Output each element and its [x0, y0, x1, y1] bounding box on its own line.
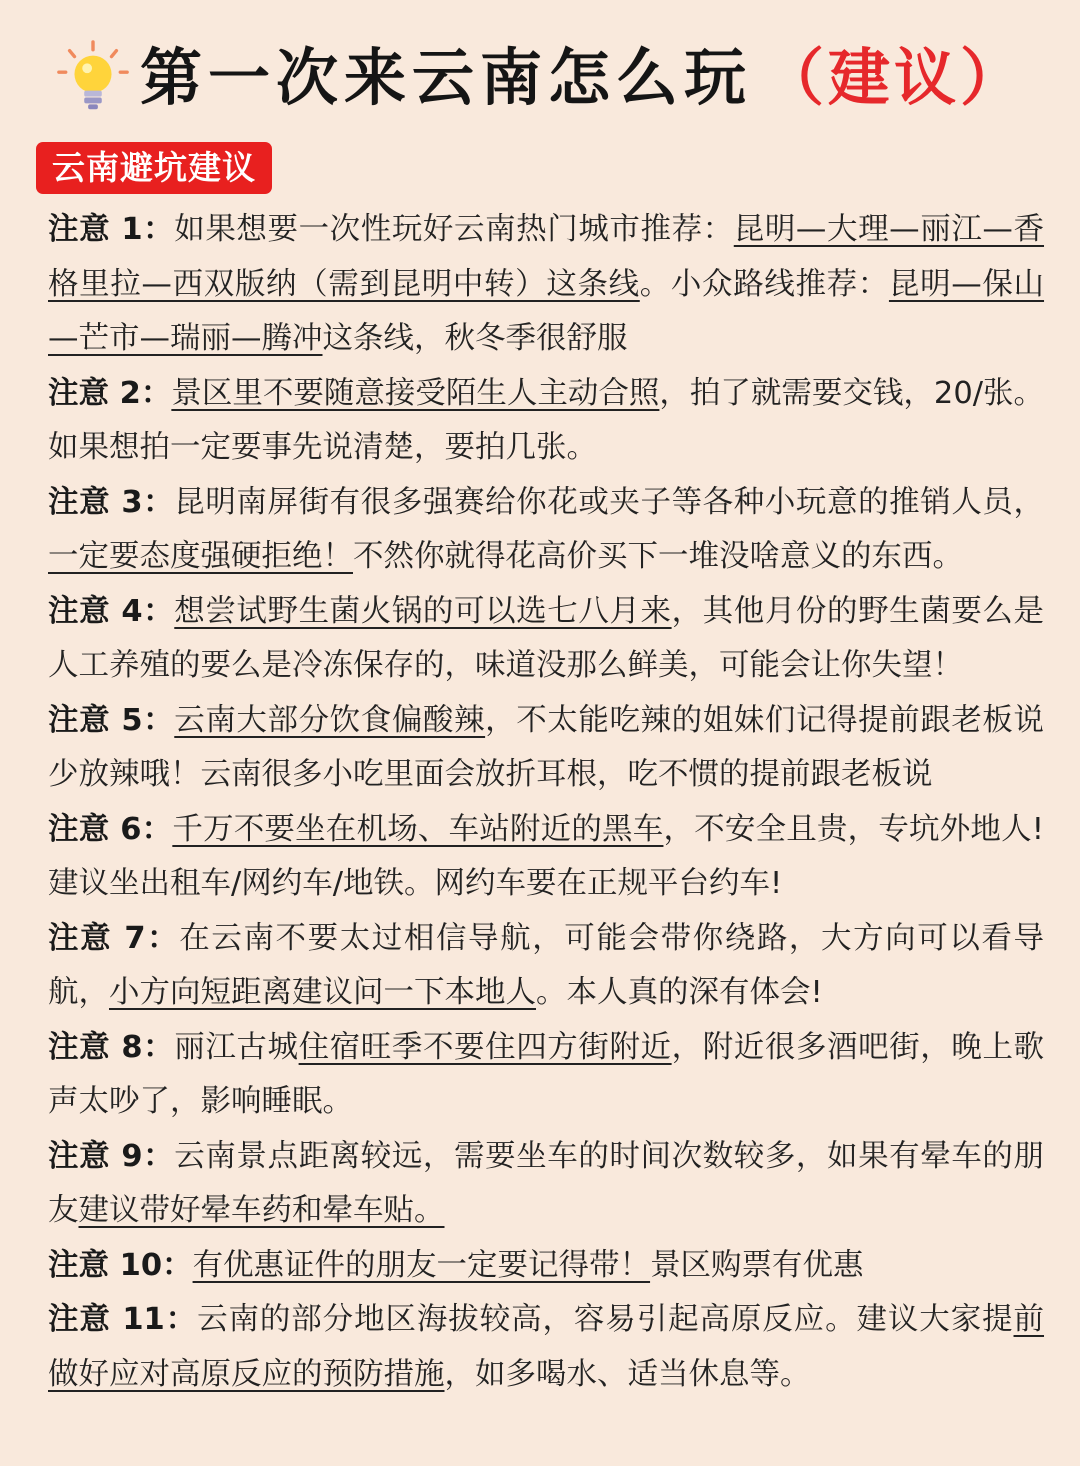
note-highlight: 千万不要坐在机场、车站附近的黑车 [172, 811, 664, 847]
note-text: 。本人真的深有体会! [536, 975, 823, 1010]
page-title: 第一次来云南怎么玩 [139, 41, 752, 114]
note-text: ，不太能吃辣的姐妹们记得提前跟老板说少放辣哦！云南很多小吃里面会放折耳根，吃不惯的提前跟老板说 [48, 702, 1045, 792]
note-highlight: 有优惠证件的朋友一定要记得带！ [192, 1247, 651, 1283]
note-item [48, 803, 1044, 912]
note-label: 注意 10： [48, 1247, 193, 1283]
note-highlight: 小方向短距离建议问一下本地人 [109, 975, 536, 1010]
note-highlight: 一定要态度强硬拒绝！ [48, 539, 353, 574]
note-item [48, 1239, 1044, 1294]
note-label: 注意 8： [48, 1029, 175, 1065]
lightbulb-icon [54, 39, 132, 117]
note-label: 注意 7： [48, 920, 180, 956]
note-item [48, 694, 1044, 803]
note-highlight: 住宿旺季不要住四方街附近 [298, 1029, 672, 1065]
notes-list [48, 203, 1044, 1402]
note-text: 如果想要一次性玩好云南热门城市推荐： [174, 212, 734, 247]
note-label: 注意 4： [48, 593, 175, 629]
note-label: 注意 6： [48, 811, 173, 847]
note-item [48, 912, 1044, 1021]
note-text: 这条线，秋冬季很舒服 [322, 321, 628, 356]
note-text: ，拍了就需要交钱，20/张。如果想拍一定要事先说清楚，要拍几张。 [48, 375, 1044, 465]
note-text: ，如多喝水、适当休息等。 [444, 1356, 811, 1392]
note-label: 注意 5： [48, 702, 175, 738]
note-text: 云南景点距离较远，需要坐车的时间次数较多，如果有晕车的朋友 [48, 1138, 1045, 1228]
note-highlight: 昆明—大理—丽江—香格里拉—西双版纳（需到昆明中转）这条线 [48, 212, 1045, 302]
note-label: 注意 3： [48, 484, 175, 520]
note-text: 景区购票有优惠 [650, 1247, 864, 1283]
note-highlight: 想尝试野生菌火锅的可以选七八月来 [174, 593, 672, 629]
note-text: 在云南不要太过相信导航，可能会带你绕路，大方向可以看导航， [48, 920, 1045, 1010]
note-label: 注意 1： [48, 212, 175, 247]
note-item [48, 476, 1044, 585]
note-text: 昆明南屏街有很多强赛给你花或夹子等各种小玩意的推销人员， [174, 484, 1045, 520]
title-row [0, 28, 1080, 128]
note-highlight: 昆明—保山—芒市—瑞丽—腾冲 [48, 266, 1045, 356]
note-highlight: 云南大部分饮食偏酸辣 [174, 702, 486, 738]
note-text: 不然你就得花高价买下一堆没啥意义的东西。 [353, 539, 963, 574]
note-item [48, 203, 1044, 367]
note-text: ，其他月份的野生菌要么是人工养殖的要么是冷冻保存的，味道没那么鲜美，可能会让你失望！ [48, 593, 1045, 683]
note-highlight: 建议带好晕车药和晕车贴。 [78, 1193, 445, 1228]
note-highlight: 前做好应对高原反应的预防措施 [48, 1302, 1045, 1392]
note-label: 注意 2： [48, 375, 172, 411]
note-highlight: 景区里不要随意接受陌生人主动合照 [171, 375, 660, 411]
note-text: 云南的部分地区海拔较高，容易引起高原反应。建议大家提 [197, 1302, 1014, 1337]
note-text: ，附近很多酒吧街，晚上歌声太吵了，影响睡眠。 [48, 1029, 1045, 1119]
page-title-suffix: （建议） [762, 41, 1027, 114]
note-item [48, 1130, 1044, 1239]
note-text: ，不安全且贵，专坑外地人!建议坐出租车/网约车/地铁。网约车要在正规平台约车! [48, 811, 1045, 901]
note-text: 丽江古城 [174, 1029, 299, 1065]
note-label: 注意 11： [48, 1302, 198, 1337]
note-item [48, 585, 1044, 694]
note-item [48, 367, 1044, 476]
section-badge: 云南避坑建议 [36, 142, 272, 194]
note-text: 。小众路线推荐： [639, 266, 889, 302]
note-label: 注意 9： [48, 1138, 175, 1174]
note-item [48, 1293, 1044, 1402]
note-item [48, 1021, 1044, 1130]
